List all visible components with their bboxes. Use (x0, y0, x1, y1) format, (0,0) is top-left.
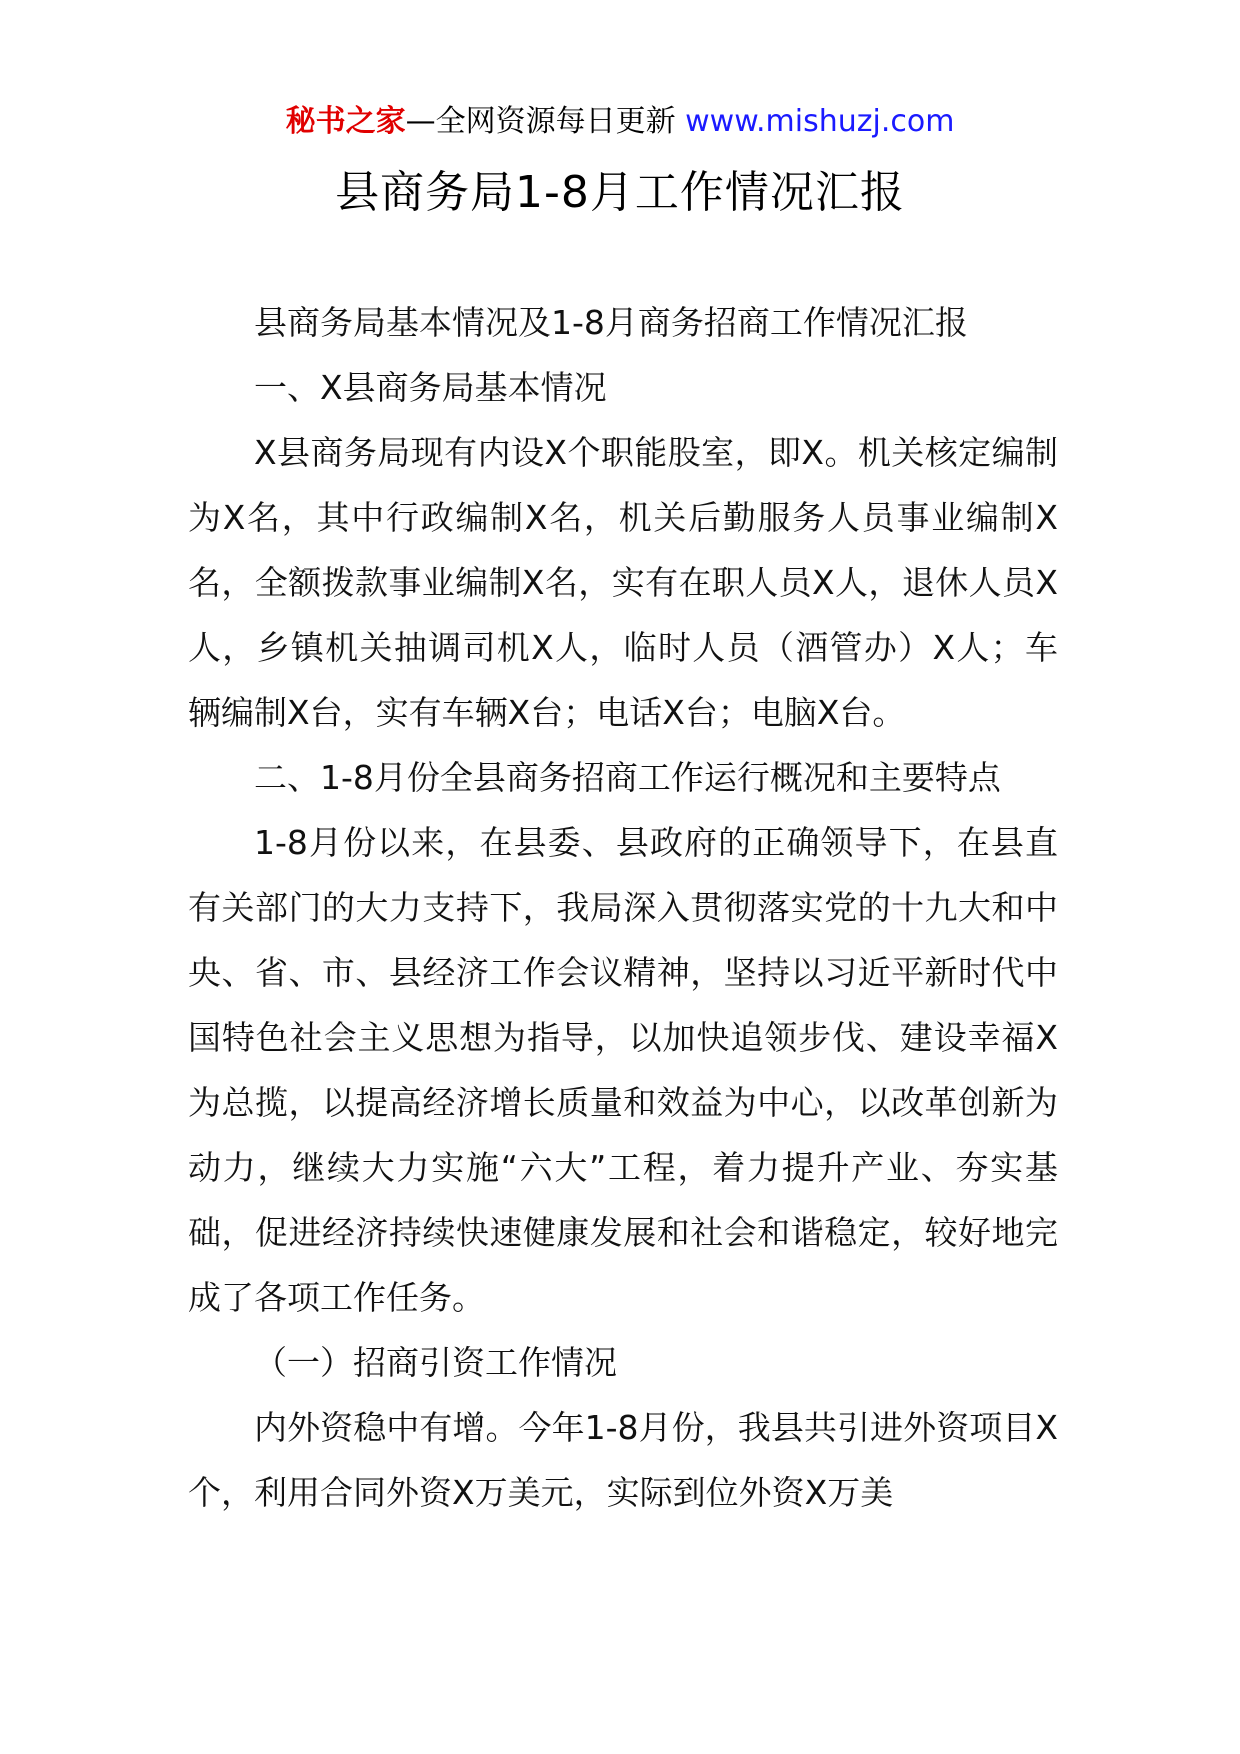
watermark-header (0, 100, 1240, 144)
body-paragraph: 1-8月份以来，在县委、县政府的正确领导下，在县直有关部门的大力支持下，我局深入贯彻落实党的十九大和中央、省、市、县经济工作会议精神，坚持以习近平新时代中国特色社会主义思想为指导，以加快追领步伐、建设幸福X为总揽，以提高经济增长质量和效益为中心，以改革创新为动力，继续大力实施“六大”工程，着力提升产业、夯实基础，促进经济持续快速健康发展和社会和谐稳定，较好地完成了各项工作任务。 (188, 823, 1058, 1317)
body-paragraph: 县商务局基本情况及1-8月商务招商工作情况汇报 (254, 303, 968, 342)
section-heading: 二、1-8月份全县商务招商工作运行概况和主要特点 (254, 758, 1001, 797)
subsection-heading: （一）招商引资工作情况 (254, 1343, 617, 1382)
body-paragraph: 内外资稳中有增。今年1-8月份，我县共引进外资项目X个，利用合同外资X万美元，实际到位外资X万美 (188, 1408, 1058, 1512)
document-title: 县商务局1-8月工作情况汇报 (335, 167, 905, 218)
brand-name: 秘书之家 (285, 104, 406, 139)
brand-tagline: —全网资源每日更新 (405, 104, 676, 139)
body-paragraph: X县商务局现有内设X个职能股室，即X。机关核定编制为X名，其中行政编制X名，机关后勤服务人员事业编制X名，全额拨款事业编制X名，实有在职人员X人，退休人员X人，乡镇机关抽调司机X人，临时人员（酒管办）X人；车辆编制X台，实有车辆X台；电话X台；电脑X台。 (188, 433, 1058, 732)
section-heading: 一、X县商务局基本情况 (254, 368, 607, 407)
site-url-link[interactable]: www.mishuzj.com (685, 104, 955, 139)
document-body (188, 290, 1058, 1525)
